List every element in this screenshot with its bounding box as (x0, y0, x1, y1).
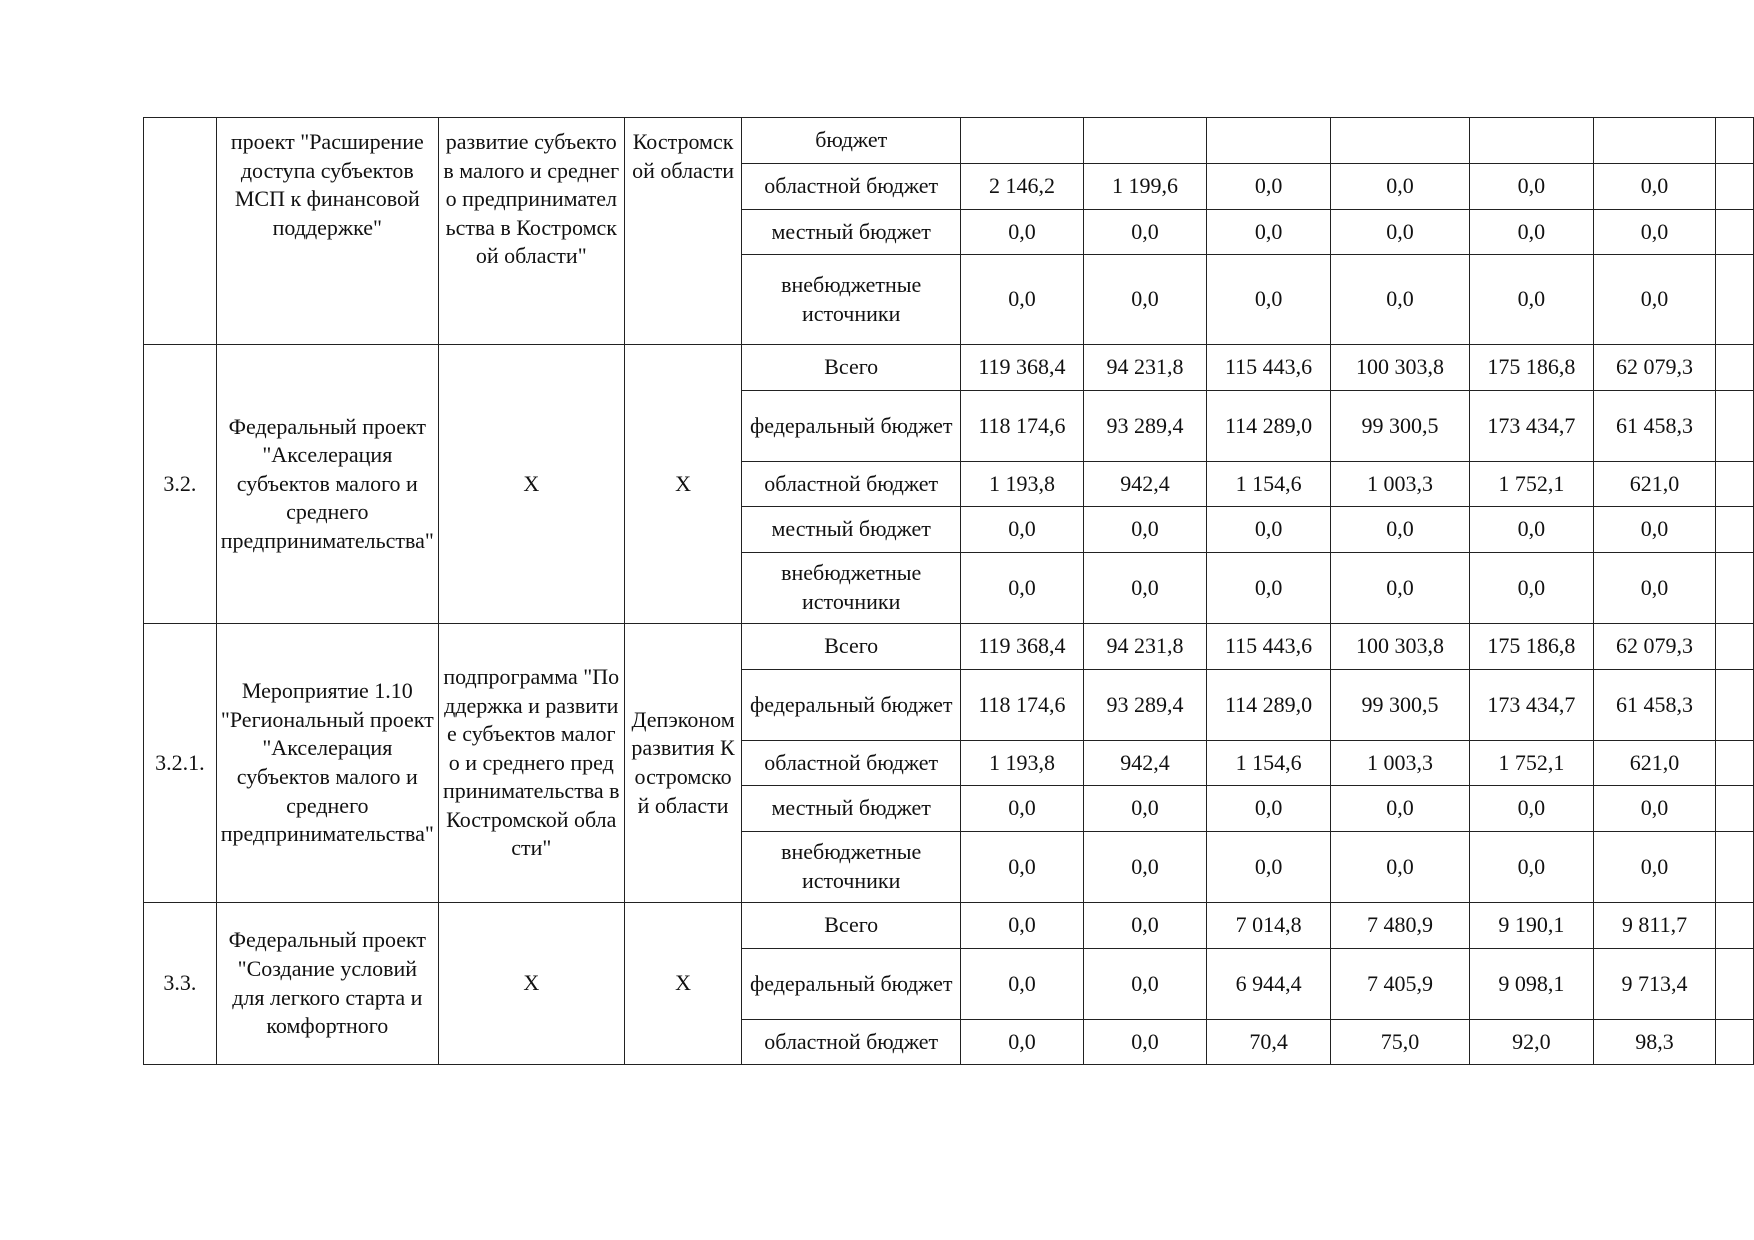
value-cell (1716, 1020, 1754, 1065)
program-cell: развитие субъектов малого и среднего предпринимательства в Костромской области" (438, 118, 624, 345)
value-cell: 0,0 (1083, 255, 1206, 345)
value-cell: 94 231,8 (1083, 624, 1206, 670)
value-cell: 6 944,4 (1207, 949, 1331, 1020)
funding-source-cell: федеральный бюджет (742, 391, 961, 462)
value-cell: 1 003,3 (1331, 462, 1470, 507)
row-id-cell: 3.2.1. (144, 624, 217, 903)
value-cell: 100 303,8 (1331, 624, 1470, 670)
funding-source-cell: местный бюджет (742, 210, 961, 255)
value-cell: 0,0 (1331, 832, 1470, 903)
value-cell (1331, 118, 1470, 164)
value-cell: 0,0 (1083, 949, 1206, 1020)
value-cell: 0,0 (1207, 255, 1331, 345)
table-row (144, 118, 1754, 164)
funding-source-cell: областной бюджет (742, 741, 961, 786)
value-cell (1716, 462, 1754, 507)
value-cell: 0,0 (1331, 507, 1470, 553)
value-cell: 0,0 (1331, 553, 1470, 624)
table-row (144, 345, 1754, 391)
value-cell: 1 752,1 (1469, 462, 1593, 507)
funding-source-cell: областной бюджет (742, 1020, 961, 1065)
value-cell (1207, 118, 1331, 164)
value-cell: 9 713,4 (1593, 949, 1715, 1020)
value-cell: 70,4 (1207, 1020, 1331, 1065)
value-cell: 0,0 (960, 1020, 1083, 1065)
value-cell: 0,0 (960, 255, 1083, 345)
value-cell: 0,0 (1593, 786, 1715, 832)
value-cell: 0,0 (960, 553, 1083, 624)
value-cell: 173 434,7 (1469, 670, 1593, 741)
value-cell: 98,3 (1593, 1020, 1715, 1065)
value-cell: 9 811,7 (1593, 903, 1715, 949)
value-cell: 7 014,8 (1207, 903, 1331, 949)
executor-cell: X (624, 903, 742, 1065)
table-row (144, 624, 1754, 670)
value-cell: 0,0 (1083, 832, 1206, 903)
funding-source-cell: бюджет (742, 118, 961, 164)
value-cell (1716, 164, 1754, 210)
value-cell: 0,0 (1469, 786, 1593, 832)
value-cell: 0,0 (1083, 786, 1206, 832)
value-cell: 114 289,0 (1207, 391, 1331, 462)
program-cell: подпрограмма "Поддержка и развитие субъектов малого и среднего предпринимательства в Костромской области" (438, 624, 624, 903)
row-id-cell: 3.3. (144, 903, 217, 1065)
value-cell: 175 186,8 (1469, 345, 1593, 391)
value-cell: 0,0 (1331, 210, 1470, 255)
value-cell: 0,0 (1207, 507, 1331, 553)
value-cell: 0,0 (1207, 164, 1331, 210)
value-cell: 115 443,6 (1207, 624, 1331, 670)
funding-source-cell: областной бюджет (742, 462, 961, 507)
value-cell: 0,0 (1331, 786, 1470, 832)
value-cell (1716, 624, 1754, 670)
funding-source-cell: внебюджетные источники (742, 832, 961, 903)
executor-cell: X (624, 345, 742, 624)
value-cell (1716, 210, 1754, 255)
value-cell: 0,0 (960, 786, 1083, 832)
value-cell: 62 079,3 (1593, 624, 1715, 670)
value-cell (1716, 507, 1754, 553)
value-cell: 61 458,3 (1593, 670, 1715, 741)
funding-source-cell: Всего (742, 345, 961, 391)
value-cell: 0,0 (1469, 832, 1593, 903)
budget-table (143, 117, 1754, 1065)
program-cell: X (438, 903, 624, 1065)
funding-source-cell: внебюджетные источники (742, 255, 961, 345)
executor-cell: Депэкономразвития Костромской области (624, 624, 742, 903)
value-cell: 99 300,5 (1331, 391, 1470, 462)
value-cell: 0,0 (960, 903, 1083, 949)
funding-source-cell: Всего (742, 624, 961, 670)
value-cell (1716, 670, 1754, 741)
value-cell: 1 154,6 (1207, 462, 1331, 507)
value-cell: 0,0 (1593, 507, 1715, 553)
value-cell: 1 199,6 (1083, 164, 1206, 210)
value-cell (960, 118, 1083, 164)
value-cell: 119 368,4 (960, 345, 1083, 391)
program-cell: X (438, 345, 624, 624)
value-cell: 0,0 (1593, 553, 1715, 624)
value-cell: 99 300,5 (1331, 670, 1470, 741)
value-cell (1716, 741, 1754, 786)
value-cell: 0,0 (960, 949, 1083, 1020)
value-cell: 118 174,6 (960, 391, 1083, 462)
funding-source-cell: областной бюджет (742, 164, 961, 210)
value-cell: 0,0 (1593, 255, 1715, 345)
value-cell (1593, 118, 1715, 164)
value-cell: 9 098,1 (1469, 949, 1593, 1020)
value-cell (1716, 903, 1754, 949)
row-id-cell (144, 118, 217, 345)
value-cell: 0,0 (1469, 210, 1593, 255)
value-cell: 75,0 (1331, 1020, 1470, 1065)
value-cell: 621,0 (1593, 462, 1715, 507)
funding-source-cell: местный бюджет (742, 507, 961, 553)
value-cell: 92,0 (1469, 1020, 1593, 1065)
value-cell: 0,0 (1207, 786, 1331, 832)
value-cell (1716, 832, 1754, 903)
value-cell: 93 289,4 (1083, 391, 1206, 462)
value-cell: 1 193,8 (960, 462, 1083, 507)
value-cell: 100 303,8 (1331, 345, 1470, 391)
value-cell: 0,0 (1083, 210, 1206, 255)
value-cell: 0,0 (1469, 164, 1593, 210)
value-cell: 621,0 (1593, 741, 1715, 786)
value-cell: 0,0 (1331, 164, 1470, 210)
value-cell (1716, 118, 1754, 164)
value-cell: 114 289,0 (1207, 670, 1331, 741)
value-cell: 7 480,9 (1331, 903, 1470, 949)
value-cell: 119 368,4 (960, 624, 1083, 670)
value-cell (1083, 118, 1206, 164)
value-cell: 7 405,9 (1331, 949, 1470, 1020)
project-name-cell: Мероприятие 1.10 "Региональный проект "Акселерация субъектов малого и среднего предпринимательства" (216, 624, 438, 903)
value-cell: 61 458,3 (1593, 391, 1715, 462)
row-id-cell: 3.2. (144, 345, 217, 624)
value-cell: 1 193,8 (960, 741, 1083, 786)
value-cell: 942,4 (1083, 462, 1206, 507)
value-cell (1716, 786, 1754, 832)
value-cell: 2 146,2 (960, 164, 1083, 210)
executor-cell: Костромской области (624, 118, 742, 345)
value-cell: 0,0 (1083, 1020, 1206, 1065)
project-name-cell: Федеральный проект "Акселерация субъектов малого и среднего предпринимательства" (216, 345, 438, 624)
value-cell: 9 190,1 (1469, 903, 1593, 949)
value-cell: 0,0 (1083, 903, 1206, 949)
value-cell: 0,0 (1207, 210, 1331, 255)
project-name-cell: проект "Расширение доступа субъектов МСП к финансовой поддержке" (216, 118, 438, 345)
value-cell: 0,0 (1083, 553, 1206, 624)
funding-source-cell: федеральный бюджет (742, 670, 961, 741)
value-cell: 0,0 (1331, 255, 1470, 345)
value-cell: 0,0 (960, 832, 1083, 903)
value-cell: 62 079,3 (1593, 345, 1715, 391)
value-cell: 1 003,3 (1331, 741, 1470, 786)
value-cell: 0,0 (1469, 553, 1593, 624)
value-cell: 0,0 (1469, 507, 1593, 553)
value-cell: 0,0 (960, 507, 1083, 553)
value-cell: 0,0 (1593, 210, 1715, 255)
table-body (144, 118, 1754, 1065)
value-cell: 0,0 (960, 210, 1083, 255)
value-cell: 1 752,1 (1469, 741, 1593, 786)
funding-source-cell: внебюджетные источники (742, 553, 961, 624)
value-cell (1716, 391, 1754, 462)
value-cell: 0,0 (1207, 832, 1331, 903)
value-cell: 115 443,6 (1207, 345, 1331, 391)
value-cell (1716, 553, 1754, 624)
value-cell: 118 174,6 (960, 670, 1083, 741)
value-cell: 0,0 (1469, 255, 1593, 345)
project-name-cell: Федеральный проект "Создание условий для легкого старта и комфортного (216, 903, 438, 1065)
value-cell (1469, 118, 1593, 164)
value-cell: 175 186,8 (1469, 624, 1593, 670)
value-cell: 94 231,8 (1083, 345, 1206, 391)
funding-source-cell: местный бюджет (742, 786, 961, 832)
funding-source-cell: Всего (742, 903, 961, 949)
table-row (144, 903, 1754, 949)
value-cell (1716, 949, 1754, 1020)
value-cell: 93 289,4 (1083, 670, 1206, 741)
value-cell (1716, 255, 1754, 345)
value-cell: 173 434,7 (1469, 391, 1593, 462)
value-cell: 0,0 (1207, 553, 1331, 624)
value-cell: 1 154,6 (1207, 741, 1331, 786)
value-cell: 0,0 (1593, 164, 1715, 210)
value-cell (1716, 345, 1754, 391)
value-cell: 0,0 (1593, 832, 1715, 903)
value-cell: 0,0 (1083, 507, 1206, 553)
funding-source-cell: федеральный бюджет (742, 949, 961, 1020)
value-cell: 942,4 (1083, 741, 1206, 786)
